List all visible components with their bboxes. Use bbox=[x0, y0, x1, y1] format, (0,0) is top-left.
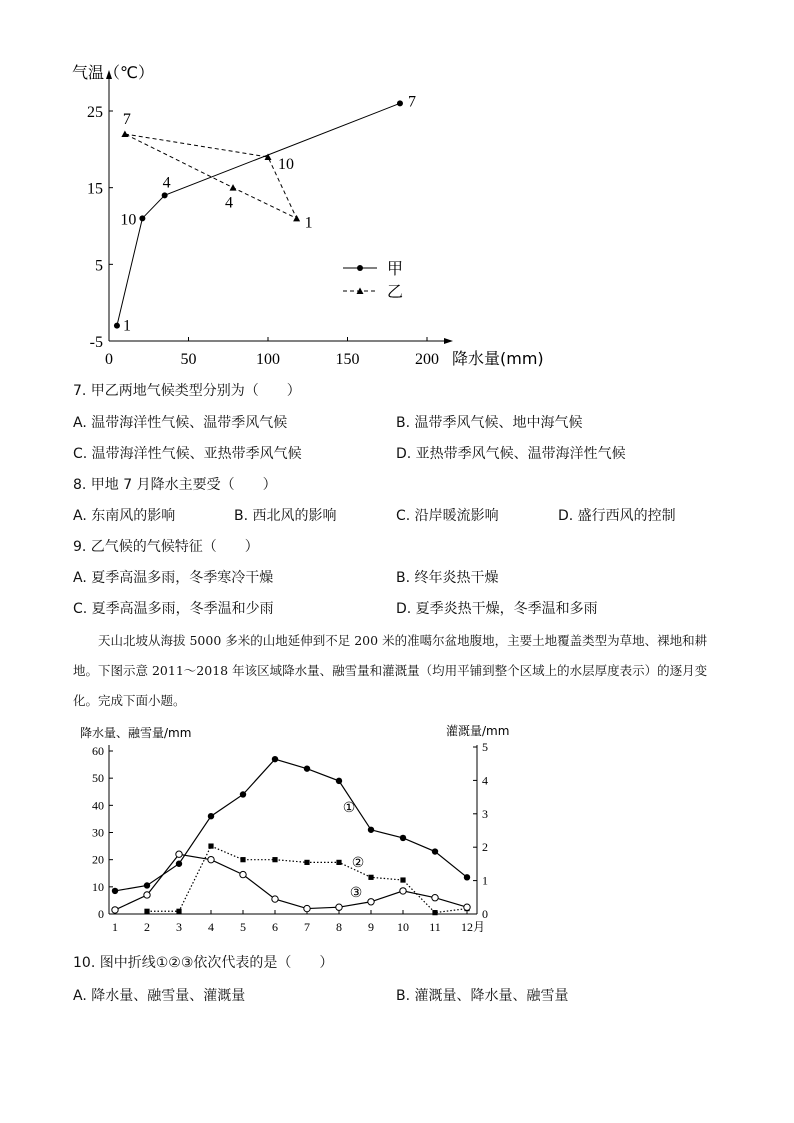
series-2-point-3 bbox=[176, 909, 181, 914]
x-tick-label: 12月 bbox=[460, 920, 486, 934]
monthly-chart-series bbox=[112, 756, 470, 915]
question-9-stem: 9. 乙气候的气候特征（ ） bbox=[73, 539, 259, 555]
series-3-point-10 bbox=[400, 888, 406, 894]
left-tick-label: 0 bbox=[98, 907, 104, 921]
q8-option-b[interactable]: B. 西北风的影响 bbox=[234, 508, 337, 524]
q9-option-b[interactable]: B. 终年炎热干燥 bbox=[396, 570, 499, 586]
x-tick-label: 6 bbox=[272, 920, 278, 934]
series-2-point-7 bbox=[304, 860, 309, 865]
left-axis-title: 降水量、融雪量/mm bbox=[80, 726, 192, 740]
series-1-point-12 bbox=[464, 874, 470, 880]
x-tick-label: 8 bbox=[336, 920, 342, 934]
series-1-point-3 bbox=[176, 861, 182, 867]
series-3-point-11 bbox=[432, 895, 438, 901]
x-tick-label: 9 bbox=[368, 920, 374, 934]
x-axis-title: 降水量(mm) bbox=[452, 349, 544, 368]
x-tick-label: 4 bbox=[208, 920, 214, 934]
x-tick-label: 11 bbox=[429, 920, 441, 934]
x-tick-label: 200 bbox=[415, 351, 439, 368]
legend-label-jia: 甲 bbox=[387, 259, 404, 278]
right-tick-label: 4 bbox=[482, 773, 488, 788]
point-label: 4 bbox=[162, 174, 171, 192]
series-2-point-2 bbox=[144, 909, 149, 914]
left-tick-label: 50 bbox=[92, 771, 104, 786]
series-1-point-2 bbox=[144, 882, 150, 888]
q8-option-c[interactable]: C. 沿岸暖流影响 bbox=[396, 508, 499, 524]
left-tick-label: 10 bbox=[92, 879, 104, 894]
point-jia-7 bbox=[397, 100, 403, 106]
point-label: 10 bbox=[278, 156, 294, 173]
series-2-point-10 bbox=[400, 877, 405, 882]
point-yi-4 bbox=[230, 184, 237, 191]
series-3-point-12 bbox=[464, 904, 470, 910]
point-jia-4 bbox=[162, 192, 168, 198]
y-tick-label: 15 bbox=[87, 180, 103, 198]
series-1-point-11 bbox=[432, 848, 438, 854]
monthly-chart-labels bbox=[343, 801, 365, 901]
point-jia-1 bbox=[114, 323, 120, 329]
series-3-point-5 bbox=[240, 871, 246, 877]
point-label: 4 bbox=[225, 194, 234, 212]
series-3-point-6 bbox=[272, 896, 278, 902]
series-1-point-8 bbox=[336, 778, 342, 784]
series-3-point-9 bbox=[368, 899, 374, 905]
series-3-point-8 bbox=[336, 904, 342, 910]
q9-option-a[interactable]: A. 夏季高温多雨，冬季寒冷干燥 bbox=[73, 570, 274, 586]
legend-label-yi: 乙 bbox=[387, 282, 404, 301]
reading-passage: 天山北坡从海拔 5000 多米的山地延伸到不足 200 米的准噶尔盆地腹地，主要土地覆盖类型为草地、裸地和耕地。下图示意 2011～2018 年该区域降水量、融雪量和灌溉量（均用平铺到整个区域上的水层厚度表示）的逐月变化。完成下面小题。 bbox=[73, 633, 708, 708]
series-3-point-7 bbox=[304, 905, 310, 911]
point-yi-1 bbox=[293, 215, 300, 222]
right-tick-label: 0 bbox=[482, 907, 488, 921]
series-1-point-9 bbox=[368, 827, 374, 833]
right-tick-label: 2 bbox=[482, 840, 488, 855]
monthly-water-chart bbox=[0, 715, 794, 940]
series-3-point-4 bbox=[208, 856, 214, 862]
x-tick-label: 50 bbox=[180, 351, 197, 368]
x-tick-label: 150 bbox=[335, 351, 360, 368]
series-1-point-6 bbox=[272, 756, 278, 762]
point-label: 10 bbox=[120, 211, 137, 229]
series-3-point-3 bbox=[176, 851, 182, 857]
q7-option-b[interactable]: B. 温带季风气候、地中海气候 bbox=[396, 415, 583, 431]
climate-chart bbox=[0, 0, 794, 375]
series-2-point-9 bbox=[368, 875, 373, 880]
left-tick-label: 60 bbox=[92, 744, 104, 758]
question-8-stem: 8. 甲地 7 月降水主要受（ ） bbox=[73, 477, 277, 493]
x-tick-label: 2 bbox=[144, 920, 150, 934]
left-tick-label: 20 bbox=[92, 852, 104, 867]
y-tick-label: 25 bbox=[87, 104, 103, 121]
series-2-point-4 bbox=[208, 843, 213, 848]
left-tick-label: 40 bbox=[92, 798, 104, 813]
x-tick-label: 0 bbox=[105, 351, 113, 368]
question-7-stem: 7. 甲乙两地气候类型分别为（ ） bbox=[73, 383, 301, 399]
y-tick-label: -5 bbox=[89, 334, 103, 351]
x-tick-label: 1 bbox=[112, 920, 118, 934]
q7-option-d[interactable]: D. 亚热带季风气候、温带海洋性气候 bbox=[396, 446, 626, 462]
q8-option-d[interactable]: D. 盛行西风的控制 bbox=[558, 508, 676, 524]
series-line-yi bbox=[125, 134, 297, 218]
q9-option-c[interactable]: C. 夏季高温多雨，冬季温和少雨 bbox=[73, 601, 274, 617]
series-1-point-10 bbox=[400, 835, 406, 841]
series-line-1 bbox=[115, 759, 467, 891]
climate-chart-series bbox=[114, 100, 403, 328]
series-3-point-1 bbox=[112, 907, 118, 913]
series-2-point-5 bbox=[240, 857, 245, 862]
series-line-2 bbox=[147, 846, 467, 913]
point-label: 1 bbox=[304, 214, 313, 232]
q7-option-c[interactable]: C. 温带海洋性气候、亚热带季风气候 bbox=[73, 446, 302, 462]
q8-option-a[interactable]: A. 东南风的影响 bbox=[73, 508, 176, 524]
q10-option-a[interactable]: A. 降水量、融雪量、灌溉量 bbox=[73, 988, 246, 1004]
right-tick-label: 5 bbox=[482, 740, 488, 754]
q9-option-d[interactable]: D. 夏季炎热干燥，冬季温和多雨 bbox=[396, 601, 598, 617]
series-1-point-1 bbox=[112, 888, 118, 894]
q7-option-a[interactable]: A. 温带海洋性气候、温带季风气候 bbox=[73, 415, 288, 431]
monthly-chart-axes bbox=[80, 723, 509, 934]
series-label-1: ① bbox=[342, 801, 356, 816]
x-tick-label: 10 bbox=[397, 920, 409, 934]
x-axis-arrow bbox=[444, 338, 453, 344]
right-tick-label: 1 bbox=[482, 873, 488, 888]
x-tick-label: 3 bbox=[176, 920, 182, 934]
x-tick-label: 7 bbox=[304, 920, 310, 934]
y-tick-label: 5 bbox=[95, 257, 103, 275]
point-label: 1 bbox=[122, 317, 131, 335]
series-label-2: ② bbox=[351, 856, 365, 871]
series-label-3: ③ bbox=[349, 886, 363, 901]
series-1-point-7 bbox=[304, 765, 310, 771]
left-tick-label: 30 bbox=[92, 825, 104, 840]
legend-marker-jia bbox=[357, 265, 363, 271]
series-1-point-5 bbox=[240, 791, 246, 797]
series-2-point-11 bbox=[432, 910, 437, 915]
point-label: 7 bbox=[122, 111, 131, 128]
climate-chart-legend bbox=[343, 259, 403, 301]
q10-option-b[interactable]: B. 灌溉量、降水量、融雪量 bbox=[396, 988, 569, 1004]
right-axis-title: 灌溉量/mm bbox=[446, 724, 510, 738]
question-10-stem: 10. 图中折线①②③依次代表的是（ ） bbox=[73, 955, 334, 971]
series-1-point-4 bbox=[208, 813, 214, 819]
series-2-point-6 bbox=[272, 857, 277, 862]
point-label: 7 bbox=[407, 93, 416, 111]
point-jia-10 bbox=[139, 215, 145, 221]
right-tick-label: 3 bbox=[482, 806, 488, 821]
series-2-point-8 bbox=[336, 860, 341, 865]
y-axis-title: 气温（℃） bbox=[72, 63, 154, 82]
x-tick-label: 100 bbox=[256, 351, 280, 368]
series-3-point-2 bbox=[144, 892, 150, 898]
climate-chart-labels bbox=[120, 93, 416, 334]
series-line-3 bbox=[115, 854, 467, 910]
x-tick-label: 5 bbox=[240, 920, 246, 934]
point-yi-7 bbox=[121, 131, 128, 138]
